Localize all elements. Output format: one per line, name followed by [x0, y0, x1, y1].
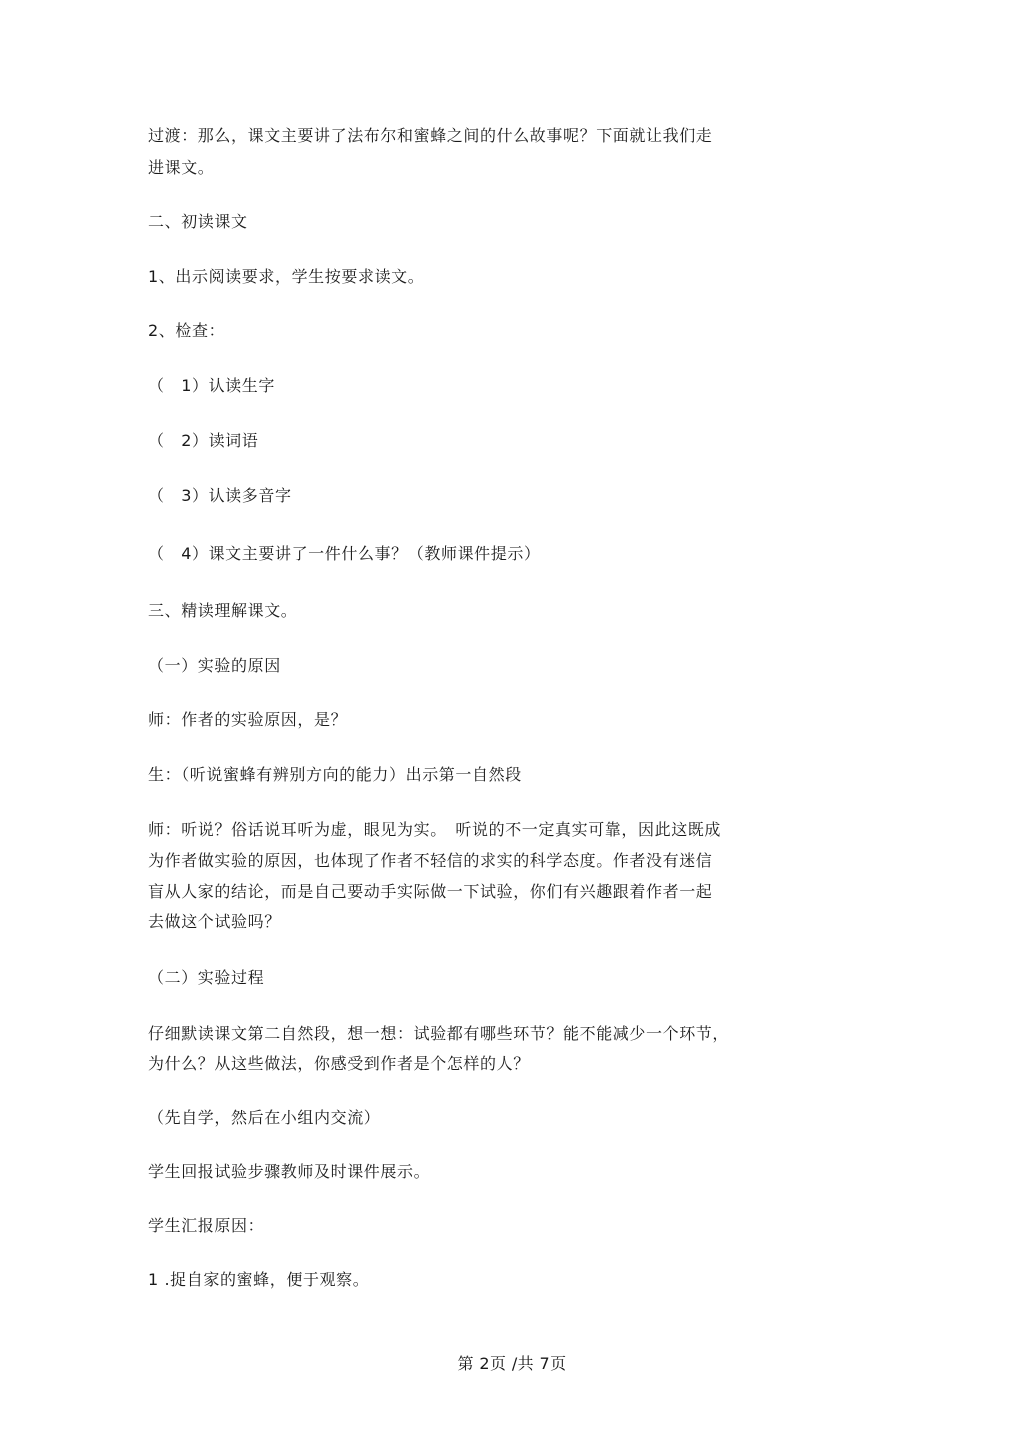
- student-report-reasons: 学生汇报原因：: [148, 1216, 265, 1235]
- teacher-explanation-line-2: 为作者做实验的原因，也体现了作者不轻信的求实的科学态度。作者没有迷信: [148, 851, 713, 870]
- sub-item-main-story: （ 4）课文主要讲了一件什么事？（教师课件提示）: [148, 544, 541, 563]
- paragraph-transition-line-2: 进课文。: [148, 158, 215, 177]
- teacher-question: 师：作者的实验原因，是？: [148, 710, 348, 729]
- student-report-steps: 学生回报试验步骤教师及时课件展示。: [148, 1162, 431, 1181]
- subsection-heading-experiment-reason: （一）实验的原因: [148, 656, 281, 675]
- reading-task-line-2: 为什么？从这些做法，你感受到作者是个怎样的人？: [148, 1054, 530, 1073]
- subsection-heading-experiment-process: （二）实验过程: [148, 968, 265, 987]
- section-heading-close-reading: 三、精读理解课文。: [148, 601, 298, 620]
- sub-item-recognize-characters: （ 1）认读生字: [148, 376, 275, 395]
- teacher-explanation-line-4: 去做这个试验吗？: [148, 912, 281, 931]
- self-study-note: （先自学，然后在小组内交流）: [148, 1108, 381, 1127]
- list-item-reading-requirement: 1、出示阅读要求，学生按要求读文。: [148, 267, 425, 286]
- paragraph-transition-line-1: 过渡：那么，课文主要讲了法布尔和蜜蜂之间的什么故事呢？下面就让我们走: [148, 126, 713, 145]
- teacher-explanation-line-3: 盲从人家的结论，而是自己要动手实际做一下试验，你们有兴趣跟着作者一起: [148, 882, 713, 901]
- sub-item-read-words: （ 2）读词语: [148, 431, 259, 450]
- student-answer: 生：（听说蜜蜂有辨别方向的能力）出示第一自然段: [148, 765, 522, 784]
- teacher-explanation-line-1: 师：听说？俗话说耳听为虚，眼见为实。 听说的不一定真实可靠，因此这既成: [148, 820, 722, 839]
- list-item-check: 2、检查：: [148, 321, 226, 340]
- reading-task-line-1: 仔细默读课文第二自然段，想一想：试验都有哪些环节？能不能减少一个环节，: [148, 1024, 730, 1043]
- reason-item-1: 1 .捉自家的蜜蜂，便于观察。: [148, 1270, 370, 1289]
- page-footer: 第 2页 /共 7页: [457, 1354, 567, 1373]
- sub-item-polyphonic-characters: （ 3）认读多音字: [148, 486, 292, 505]
- section-heading-first-reading: 二、初读课文: [148, 212, 248, 231]
